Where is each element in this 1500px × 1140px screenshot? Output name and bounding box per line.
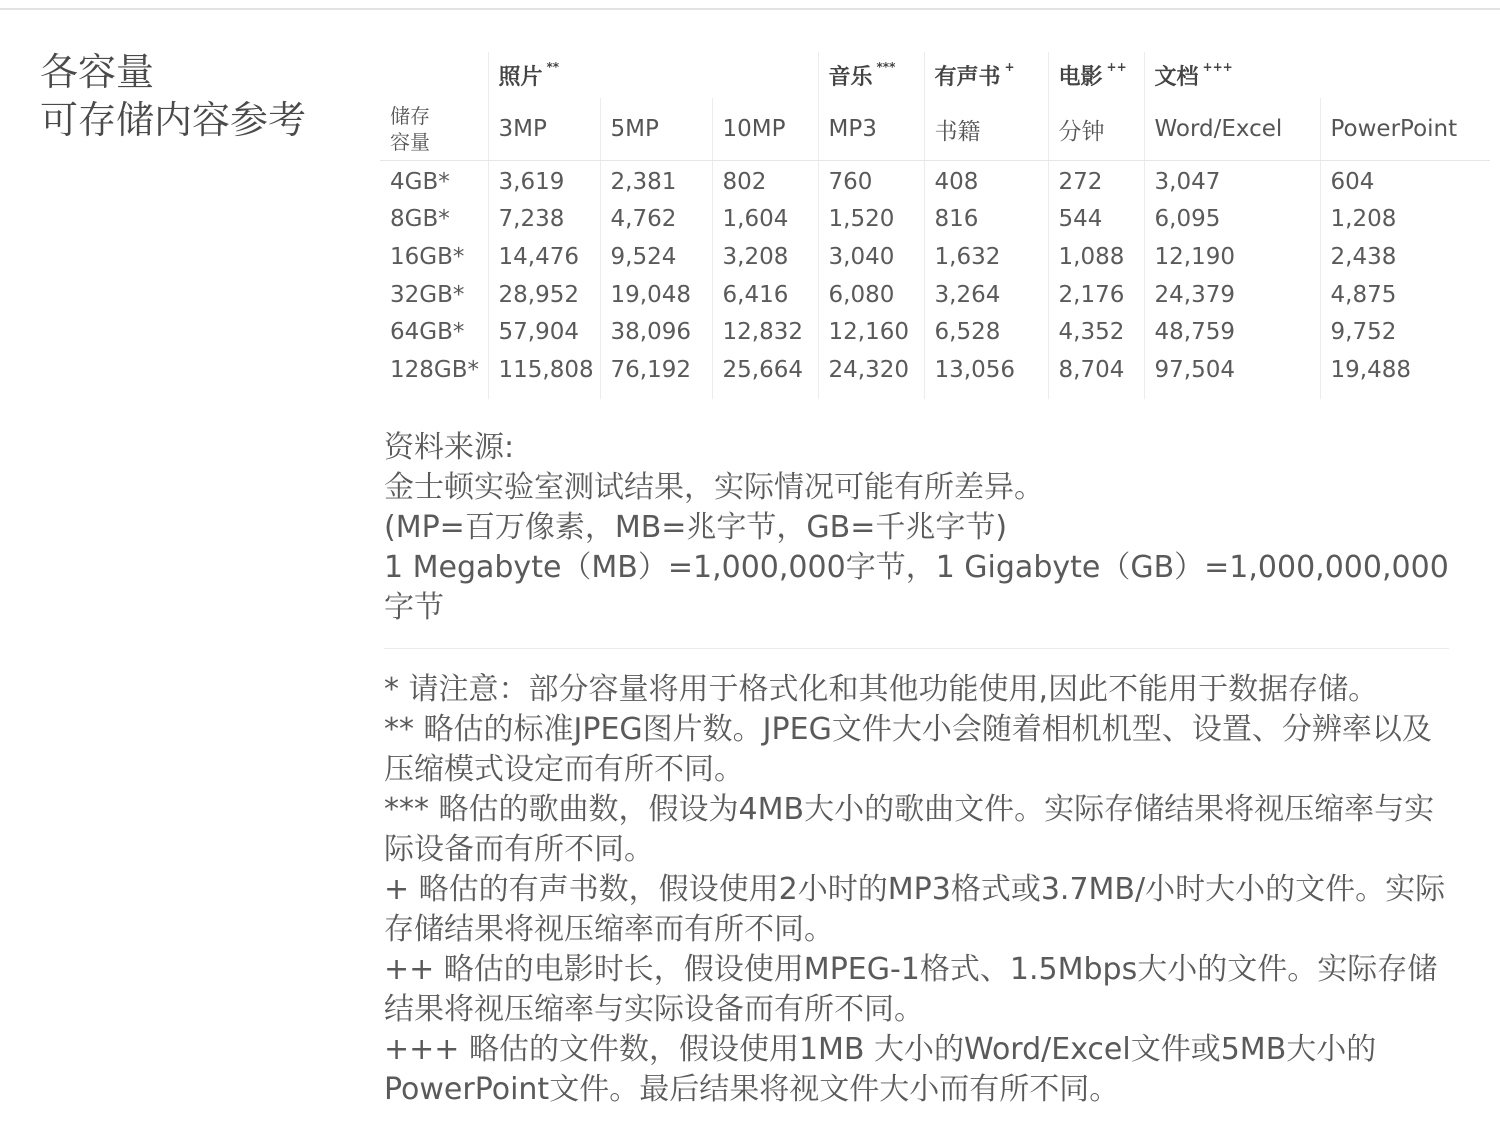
table-cell: 408 xyxy=(924,161,1048,201)
source-line: 金士顿实验室测试结果，实际情况可能有所差异。 xyxy=(384,470,1044,505)
top-divider xyxy=(0,8,1500,10)
column-header: 分钟 xyxy=(1048,98,1144,161)
column-header: 书籍 xyxy=(924,98,1048,161)
table-cell: 6,080 xyxy=(818,276,924,314)
footnote: * 请注意：部分容量将用于格式化和其他功能使用,因此不能用于数据存储。 xyxy=(384,672,1379,707)
notes-divider xyxy=(384,648,1449,649)
column-header: Word/Excel xyxy=(1144,98,1320,161)
table-cell: 38,096 xyxy=(600,313,712,351)
table-cell: 24,379 xyxy=(1144,276,1320,314)
column-header: 5MP xyxy=(600,98,712,161)
table-cell: 19,048 xyxy=(600,276,712,314)
table-cell: 12,832 xyxy=(712,313,818,351)
page-title-line1: 各容量 xyxy=(40,50,155,94)
table-cell: 3,264 xyxy=(924,276,1048,314)
table-cell: 1,088 xyxy=(1048,238,1144,276)
table-cell: 4,875 xyxy=(1330,281,1397,308)
table-cell: 7,238 xyxy=(488,201,600,239)
capacity-cell: 64GB* xyxy=(380,313,488,351)
source-notes xyxy=(384,428,1459,628)
table-row xyxy=(380,201,1490,239)
group-header-music: 音乐 *** xyxy=(818,52,924,98)
column-header: PowerPoint xyxy=(1320,98,1490,161)
capacity-table xyxy=(380,52,1490,399)
table-cell: 9,752 xyxy=(1330,319,1397,346)
table-cell: 48,759 xyxy=(1144,313,1320,351)
table-cell: 2,381 xyxy=(600,161,712,201)
table-cell: 14,476 xyxy=(488,238,600,276)
table-cell: 12,160 xyxy=(818,313,924,351)
table-cell: 76,192 xyxy=(600,351,712,399)
table-row xyxy=(380,351,1490,399)
column-header: 10MP xyxy=(712,98,818,161)
table-cell: 6,416 xyxy=(712,276,818,314)
table-cell: 2,438 xyxy=(1330,243,1397,270)
capacity-column-header: 储存 容量 xyxy=(380,98,488,161)
table-cell: 544 xyxy=(1048,201,1144,239)
capacity-cell: 4GB* xyxy=(380,161,488,201)
table-cell: 4,352 xyxy=(1048,313,1144,351)
capacity-cell: 8GB* xyxy=(380,201,488,239)
table-cell: 12,190 xyxy=(1144,238,1320,276)
table-cell: 760 xyxy=(818,161,924,201)
column-header: 3MP xyxy=(488,98,600,161)
column-header-row xyxy=(380,98,1490,161)
table-body xyxy=(380,161,1490,399)
footnote: ++ 略估的电影时长，假设使用MPEG-1格式、1.5Mbps大小的文件。实际存储结果将视压缩率与实际设备而有所不同。 xyxy=(384,952,1438,1027)
footnote: + 略估的有声书数，假设使用2小时的MP3格式或3.7MB/小时大小的文件。实际存储结果将视压缩率而有所不同。 xyxy=(384,872,1446,947)
source-label: 资料来源: xyxy=(384,430,515,465)
table-cell: 3,047 xyxy=(1144,161,1320,201)
table-cell: 3,619 xyxy=(488,161,600,201)
capacity-cell: 32GB* xyxy=(380,276,488,314)
group-header-audiobooks: 有声书 + xyxy=(924,52,1048,98)
table-cell: 115,808 xyxy=(488,351,600,399)
capacity-cell: 16GB* xyxy=(380,238,488,276)
table-row xyxy=(380,313,1490,351)
table-cell: 97,504 xyxy=(1144,351,1320,399)
table-cell: 8,704 xyxy=(1048,351,1144,399)
table-cell: 24,320 xyxy=(818,351,924,399)
table-cell: 1,520 xyxy=(818,201,924,239)
table-cell: 25,664 xyxy=(712,351,818,399)
footnote: +++ 略估的文件数，假设使用1MB 大小的Word/Excel文件或5MB大小的PowerPoint文件。最后结果将视文件大小而有所不同。 xyxy=(384,1032,1377,1107)
group-header-photos: 照片 ** xyxy=(488,52,818,98)
table-row xyxy=(380,238,1490,276)
table-cell: 19,488 xyxy=(1330,356,1411,383)
table-cell: 6,528 xyxy=(924,313,1048,351)
column-header: MP3 xyxy=(818,98,924,161)
table-cell: 9,524 xyxy=(600,238,712,276)
table-cell: 1,604 xyxy=(712,201,818,239)
table-cell: 1,208 xyxy=(1330,206,1397,233)
footnotes xyxy=(384,670,1454,1110)
group-header-row xyxy=(380,52,1490,98)
table-cell: 604 xyxy=(1330,168,1375,195)
table-row xyxy=(380,276,1490,314)
table-cell: 28,952 xyxy=(488,276,600,314)
source-line: (MP=百万像素，MB=兆字节，GB=千兆字节) xyxy=(384,510,1008,545)
group-header-documents: 文档 +++ xyxy=(1154,59,1233,90)
table-cell: 4,762 xyxy=(600,201,712,239)
table-cell: 816 xyxy=(924,201,1048,239)
table-cell: 3,208 xyxy=(712,238,818,276)
footnote: *** 略估的歌曲数，假设为4MB大小的歌曲文件。实际存储结果将视压缩率与实际设备而有所不同。 xyxy=(384,792,1435,867)
table-cell: 1,632 xyxy=(924,238,1048,276)
group-header-blank xyxy=(380,52,488,98)
capacity-cell: 128GB* xyxy=(380,351,488,399)
table-cell: 3,040 xyxy=(818,238,924,276)
page-title-line2: 可存储内容参考 xyxy=(40,98,307,142)
source-line: 1 Megabyte（MB）=1,000,000字节，1 Gigabyte（GB）=1,000,000,000字节 xyxy=(384,550,1449,625)
table-cell: 2,176 xyxy=(1048,276,1144,314)
footnote: ** 略估的标准JPEG图片数。JPEG文件大小会随着相机机型、设置、分辨率以及压缩模式设定而有所不同。 xyxy=(384,712,1432,787)
table-row xyxy=(380,161,1490,201)
group-header-movies: 电影 ++ xyxy=(1048,52,1144,98)
table-cell: 13,056 xyxy=(924,351,1048,399)
table-cell: 57,904 xyxy=(488,313,600,351)
table-cell: 6,095 xyxy=(1144,201,1320,239)
table-cell: 802 xyxy=(712,161,818,201)
table-cell: 272 xyxy=(1048,161,1144,201)
page-title xyxy=(40,48,306,144)
